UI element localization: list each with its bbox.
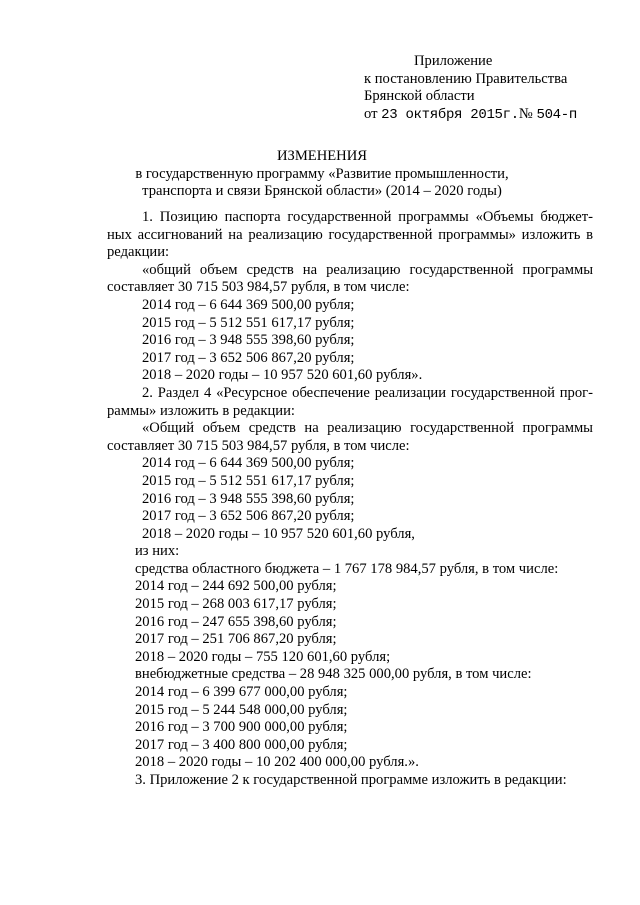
- quote-2-line-2: составляет 30 715 503 984,57 рубля, в том числе:: [107, 437, 410, 454]
- extrabudget-year-line: 2015 год – 5 244 548 000,00 рубля;: [135, 701, 348, 718]
- regional-year-line: 2017 год – 251 706 867,20 рубля;: [135, 631, 337, 648]
- extrabudget-year-line: 2018 – 2020 годы – 10 202 400 000,00 рубля.».: [135, 754, 419, 771]
- typed-date: 23 октября 2015г.: [381, 106, 519, 123]
- extrabudget-year-line: 2014 год – 6 399 677 000,00 рубля;: [135, 684, 348, 701]
- of-them-label: из них:: [135, 543, 180, 560]
- quote-1-line-2: составляет 30 715 503 984,57 рубля, в том числе:: [107, 279, 410, 296]
- quote-1-year-line: 2014 год – 6 644 369 500,00 рубля;: [142, 296, 355, 313]
- appendix-line-1: к постановлению Правительства: [364, 70, 568, 87]
- quote-1-year-line: 2017 год – 3 652 506 867,20 рубля;: [142, 349, 355, 366]
- quote-1-line-1: «общий объем средств на реализацию государственной программы: [142, 261, 593, 278]
- regional-year-line: 2016 год – 247 655 398,60 рубля;: [135, 613, 337, 630]
- quote-1-year-line: 2018 – 2020 годы – 10 957 520 601,60 рубля».: [142, 367, 423, 384]
- quote-2-line-1: «Общий объем средств на реализацию государственной программы: [142, 420, 593, 437]
- paragraph-2-line-2: раммы» изложить в редакции:: [107, 402, 295, 419]
- quote-1-year-line: 2016 год – 3 948 555 398,60 рубля;: [142, 332, 355, 349]
- paragraph-2-line-1: 2. Раздел 4 «Ресурсное обеспечение реализации государственной прог-: [142, 384, 593, 401]
- regional-budget-intro: средства областного бюджета – 1 767 178 984,57 рубля, в том числе:: [135, 560, 559, 577]
- number-prefix: №: [518, 105, 533, 122]
- document-title-block: [100, 148, 544, 201]
- extrabudget-intro: внебюджетные средства – 28 948 325 000,00 рубля, в том числе:: [135, 666, 532, 683]
- paragraph-1-line-2: ных ассигнований на реализацию государственной программы» изложить в: [107, 226, 593, 243]
- extrabudget-year-line: 2017 год – 3 400 800 000,00 рубля;: [135, 736, 348, 753]
- appendix-line-2: Брянской области: [364, 88, 475, 105]
- extrabudget-year-line: 2016 год – 3 700 900 000,00 рубля;: [135, 719, 348, 736]
- quote-1-year-line: 2015 год – 5 512 551 617,17 рубля;: [142, 314, 355, 331]
- paragraph-3: 3. Приложение 2 к государственной программе изложить в редакции:: [135, 772, 567, 788]
- document-subtitle-line-1: в государственную программу «Развитие промышленности,: [135, 165, 509, 182]
- date-prefix: от: [364, 105, 378, 122]
- document-body: [107, 209, 593, 790]
- regional-year-line: 2015 год – 268 003 617,17 рубля;: [135, 596, 337, 613]
- document-title: ИЗМЕНЕНИЯ: [276, 148, 367, 164]
- quote-2-year-line: 2015 год – 5 512 551 617,17 рубля;: [142, 472, 355, 489]
- quote-2-year-line: 2014 год – 6 644 369 500,00 рубля;: [142, 455, 355, 472]
- typed-number: 504-п: [536, 106, 577, 123]
- quote-2-year-line: 2017 год – 3 652 506 867,20 рубля;: [142, 508, 355, 525]
- appendix-title: Приложение: [414, 53, 493, 69]
- appendix-header: [364, 53, 624, 124]
- quote-2-year-line: 2018 – 2020 годы – 10 957 520 601,60 рубля,: [142, 525, 415, 542]
- paragraph-1-line-1: 1. Позицию паспорта государственной программы «Объемы бюджет-: [142, 209, 593, 225]
- appendix-date-line: [364, 106, 624, 125]
- regional-year-line: 2018 – 2020 годы – 755 120 601,60 рубля;: [135, 648, 391, 665]
- document-subtitle-line-2: транспорта и связи Брянской области» (2014 – 2020 годы): [142, 183, 502, 200]
- quote-2-year-line: 2016 год – 3 948 555 398,60 рубля;: [142, 490, 355, 507]
- regional-year-line: 2014 год – 244 692 500,00 рубля;: [135, 578, 337, 595]
- paragraph-1-line-3: редакции:: [107, 244, 170, 261]
